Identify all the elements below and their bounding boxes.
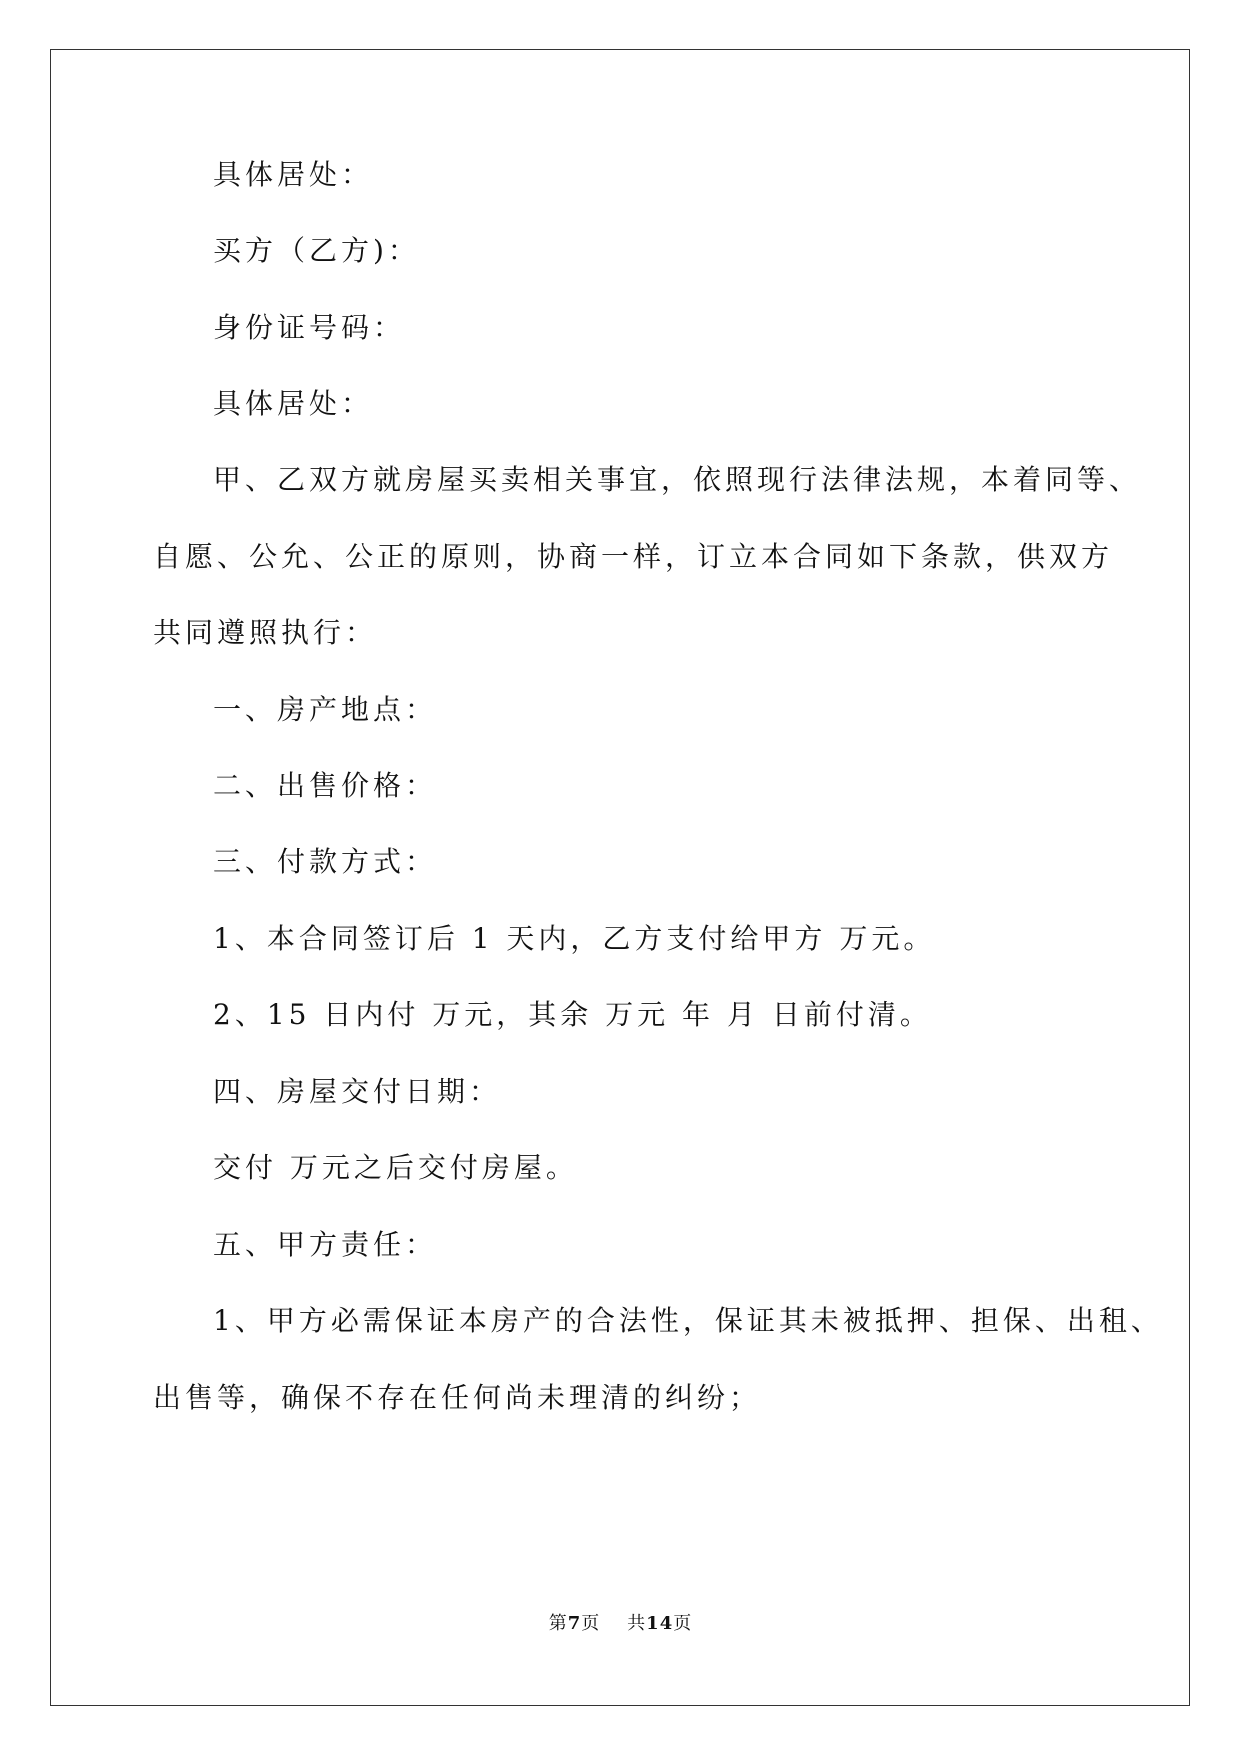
- text-line-12: 2、15 日内付 万元，其余 万元 年 月 日前付清。: [213, 998, 932, 1031]
- text-line-16: 1、甲方必需保证本房产的合法性，保证其未被抵押、担保、出租、: [213, 1304, 1163, 1337]
- total-prefix: 共: [627, 1613, 647, 1634]
- text-line-2: 买方（乙方)：: [213, 234, 420, 267]
- page-footer: [0, 1613, 1241, 1635]
- text-line-14: 交付 万元之后交付房屋。: [213, 1151, 578, 1184]
- page-number: 7: [567, 1613, 582, 1634]
- page-prefix: 第: [548, 1613, 568, 1634]
- text-line-7: 共同遵照执行：: [153, 616, 378, 649]
- text-line-11: 1、本合同签订后 1 天内，乙方支付给甲方 万元。: [213, 922, 936, 955]
- text-line-4: 具体居处：: [213, 387, 374, 420]
- text-line-13: 四、房屋交付日期：: [213, 1075, 502, 1108]
- text-line-10: 三、付款方式：: [213, 845, 438, 878]
- text-line-9: 二、出售价格：: [213, 769, 438, 802]
- text-line-1: 具体居处：: [213, 158, 374, 191]
- text-line-5: 甲、乙双方就房屋买卖相关事宜，依照现行法律法规，本着同等、: [213, 463, 1142, 496]
- page-suffix: 页: [581, 1613, 601, 1634]
- text-line-17: 出售等，确保不存在任何尚未理清的纠纷；: [153, 1381, 762, 1414]
- total-suffix: 页: [673, 1613, 693, 1634]
- text-line-6: 自愿、公允、公正的原则，协商一样，订立本合同如下条款，供双方: [153, 540, 1114, 573]
- text-line-3: 身份证号码：: [213, 311, 406, 344]
- total-pages: 14: [646, 1613, 674, 1634]
- text-line-8: 一、房产地点：: [213, 693, 438, 726]
- text-line-15: 五、甲方责任：: [213, 1228, 438, 1261]
